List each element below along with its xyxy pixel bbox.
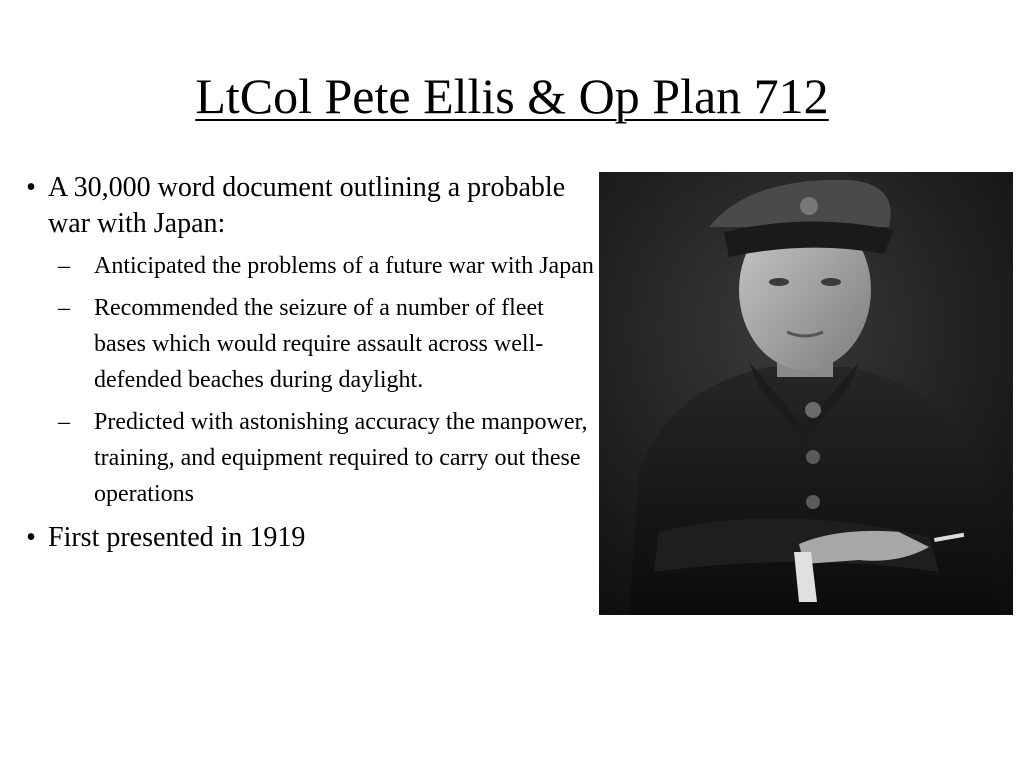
sub-bullet-text: Anticipated the problems of a future war with Japan xyxy=(94,253,594,279)
sub-bullet-text: Predicted with astonishing accuracy the manpower, training, and equipment required to carry out these operations xyxy=(94,409,588,507)
sub-bullet-marker: – xyxy=(58,295,70,321)
sub-bullet-list xyxy=(58,248,594,512)
sub-bullet-marker: – xyxy=(58,409,70,435)
bullet-item xyxy=(14,170,594,242)
bullet-marker: • xyxy=(26,172,36,203)
bullet-item xyxy=(14,520,594,556)
bullet-text: First presented in 1919 xyxy=(48,522,306,553)
sub-bullet-marker: – xyxy=(58,253,70,279)
officer-portrait-photo xyxy=(599,172,1013,615)
bullet-marker: • xyxy=(26,522,36,553)
portrait-illustration xyxy=(599,172,1013,615)
slide-title: LtCol Pete Ellis & Op Plan 712 xyxy=(195,68,829,124)
bullet-list xyxy=(14,170,594,556)
bullet-text: A 30,000 word document outlining a probable war with Japan: xyxy=(48,172,566,239)
sub-bullet-item xyxy=(58,404,594,512)
sub-bullet-item xyxy=(58,290,594,398)
sub-bullet-item xyxy=(58,248,594,284)
sub-bullet-text: Recommended the seizure of a number of fleet bases which would require assault across well-defended beaches during daylight. xyxy=(94,295,544,393)
